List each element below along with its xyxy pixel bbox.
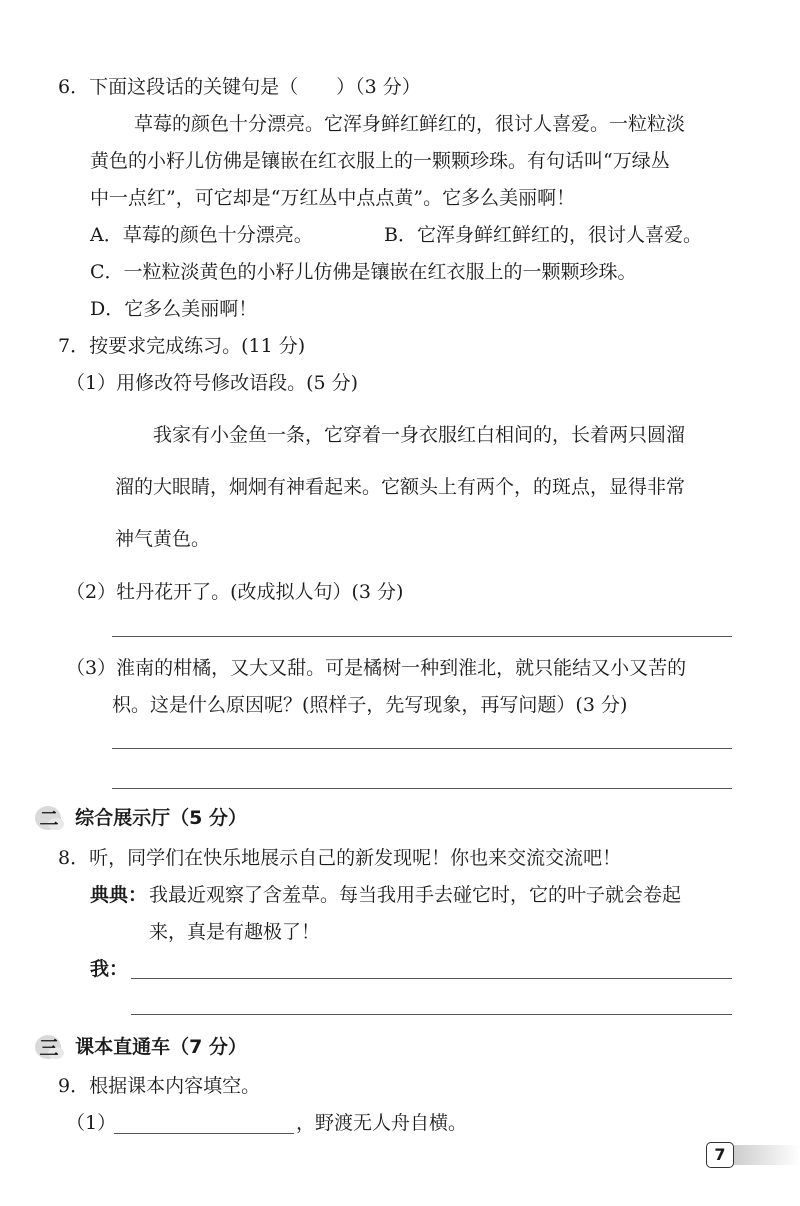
q8-prompt: 8．听，同学们在快乐地展示自己的新发现呢！你也来交流交流吧！	[58, 847, 622, 869]
q7-sub3-answer-line-2[interactable]	[112, 788, 732, 789]
q7-sub1-passage-line-3: 神气黄色。	[115, 528, 211, 550]
q6-option-c: C．一粒粒淡黄色的小籽儿仿佛是镶嵌在红衣服上的一颗颗珍珠。	[90, 261, 637, 283]
q9-prompt: 9．根据课本内容填空。	[58, 1075, 261, 1097]
q7-sub1-label: （1）用修改符号修改语段。(5 分)	[66, 372, 359, 394]
q6-option-a: A．草莓的颜色十分漂亮。	[90, 224, 313, 246]
q8-speech-line-2: 来，真是有趣极了！	[149, 921, 321, 943]
section3-number-icon	[34, 1033, 68, 1061]
q6-option-b: B．它浑身鲜红鲜红的，很讨人喜爱。	[384, 224, 702, 246]
section3-title: 课本直通车（7 分）	[75, 1036, 247, 1058]
q9-sub1-label: （1）	[66, 1112, 117, 1134]
page-number: 7	[706, 1142, 734, 1168]
q9-sub1-blank[interactable]	[114, 1133, 294, 1134]
q7-prompt: 7．按要求完成练习。(11 分)	[58, 335, 306, 357]
q6-passage-line-3: 中一点红”，可它却是“万红丛中点点黄”。它多么美丽啊！	[90, 187, 576, 209]
q6-prompt: 6．下面这段话的关键句是（ ）（3 分）	[58, 76, 421, 98]
section2-number: 二	[39, 808, 59, 830]
q8-me-label: 我：	[90, 958, 129, 980]
section2-title: 综合展示厅（5 分）	[75, 807, 247, 829]
q6-passage-line-1: 草莓的颜色十分漂亮。它浑身鲜红鲜红的，很讨人喜爱。一粒粒淡	[134, 113, 686, 135]
q7-sub1-passage-line-2: 溜的大眼睛，炯炯有神看起来。它额头上有两个，的斑点，显得非常	[115, 476, 686, 498]
q7-sub3-answer-line-1[interactable]	[112, 748, 732, 749]
section2-heading	[34, 804, 247, 832]
q7-sub3-line-2: 枳。这是什么原因呢？(照样子，先写现象，再写问题）(3 分)	[112, 694, 628, 716]
section3-heading	[34, 1033, 247, 1061]
q8-answer-line-1[interactable]	[131, 978, 732, 979]
q7-sub2-answer-line[interactable]	[112, 636, 732, 637]
q8-answer-line-2[interactable]	[131, 1014, 732, 1015]
section3-number: 三	[39, 1037, 59, 1059]
q9-sub1-text: ，野渡无人舟自横。	[296, 1112, 468, 1134]
q6-passage-line-2: 黄色的小籽儿仿佛是镶嵌在红衣服上的一颗颗珍珠。有句话叫“万绿丛	[90, 150, 670, 172]
q6-option-d: D．它多么美丽啊！	[90, 298, 258, 320]
section2-number-icon	[34, 804, 68, 832]
q7-sub2-label: （2）牡丹花开了。(改成拟人句）(3 分)	[66, 581, 404, 603]
q8-speech-line-1: 我最近观察了含羞草。每当我用手去碰它时，它的叶子就会卷起	[149, 884, 682, 906]
q7-sub3-line-1: （3）淮南的柑橘，又大又甜。可是橘树一种到淮北，就只能结又小又苦的	[66, 657, 687, 679]
q8-speaker: 典典：	[90, 884, 148, 906]
q7-sub1-passage-line-1: 我家有小金鱼一条，它穿着一身衣服红白相间的，长着两只圆溜	[153, 424, 686, 446]
